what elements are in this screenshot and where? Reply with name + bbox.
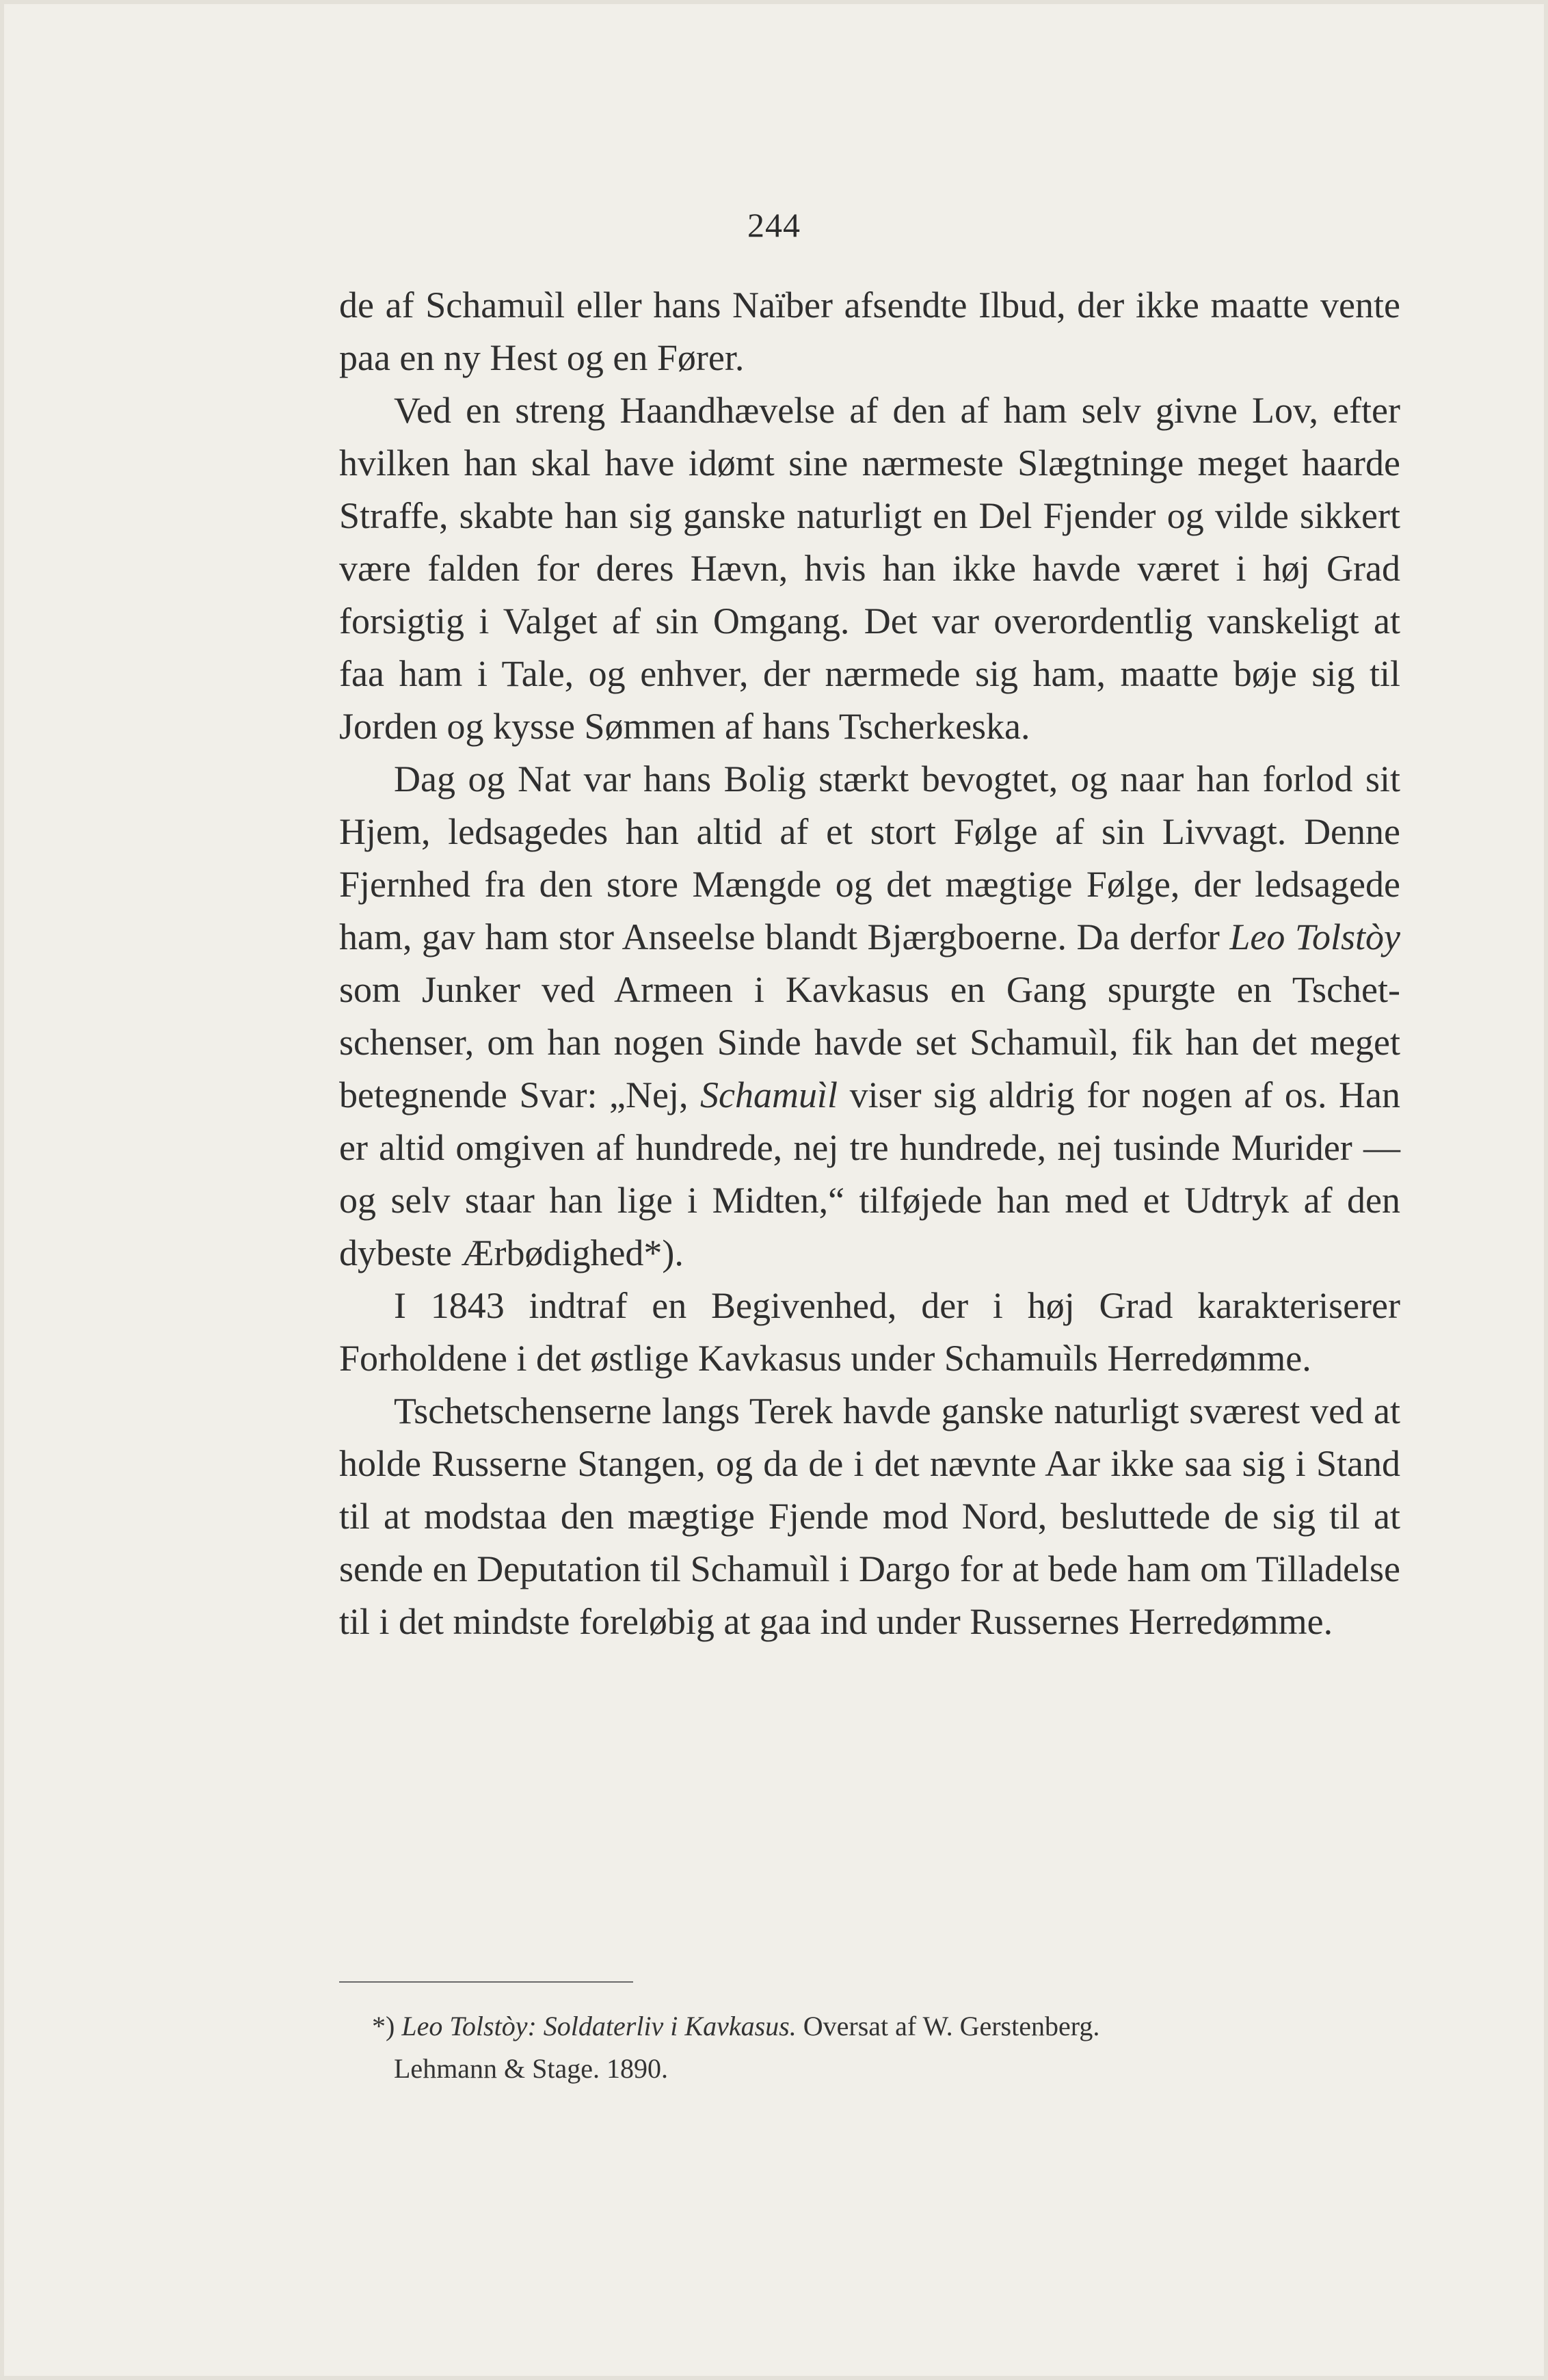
footnote-divider [339,1981,633,1983]
paragraph-3 [339,753,1400,1280]
footnote-author: Leo Tolstòy: [401,2011,537,2041]
text-span: I 1843 indtraf en Begivenhed, der i høj Grad karakteriserer Forholdene i det østlige Kavkasus under Schamuìls Herredømme. [339,1285,1400,1379]
paragraph-1 [339,279,1400,384]
footnote-translator: Oversat af W. Gerstenberg. [803,2011,1100,2041]
text-span: som Junker ved Armeen i Kavkasus en Gang spurgte en Tschetschenser, om han nogen Sinde havde set Schamuìl, fik han det meget betegnende Svar: „Nej, [339,969,1400,1115]
text-span: de af Schamuìl eller hans Naïber afsendte Ilbud, der ikke maatte vente paa en ny Hest og en Fører. [339,285,1400,378]
footnote-marker: *) [372,2011,395,2041]
italic-name-schamuil: Schamuìl [700,1074,838,1115]
italic-name-tolstoy: Leo Tolstòy [1229,916,1400,957]
footnote [339,2005,1400,2090]
paragraph-2 [339,384,1400,753]
page-number: 244 [747,206,801,244]
footnote-line-1 [339,2005,1400,2048]
footnote-line-2 [339,2048,1400,2090]
paragraph-4 [339,1280,1400,1385]
paragraph-5 [339,1385,1400,1648]
footnote-publisher: Lehmann & Stage. 1890. [394,2053,669,2084]
text-span: viser sig aldrig for nogen af os. Han er altid omgiven af hundrede, nej tre hundrede, nej tusinde Murider — og selv staar han lige i Midten,“ tilføjede han med et Udtryk af den dybeste Ærbødighed*). [339,1074,1400,1273]
text-span: Tschetschenserne langs Terek havde ganske naturligt sværest ved at holde Russerne Stangen, og da de i det nævnte Aar ikke saa sig i Stand til at modstaa den mægtige Fjende mod Nord, besluttede de sig til at sende en Deputation til Schamuìl i Dargo for at bede ham om Tilladelse til i det mindste foreløbig at gaa ind under Russernes Herredømme. [339,1390,1400,1642]
text-span: Ved en streng Haandhævelse af den af ham selv givne Lov, efter hvilken han skal have idømt sine nærmeste Slægtninge meget haarde Straffe, skabte han sig ganske naturligt en Del Fjender og vilde sikkert være falden for deres Hævn, hvis han ikke havde været i høj Grad forsigtig i Valget af sin Omgang. Det var overordentlig vanskeligt at faa ham i Tale, og enhver, der nærmede sig ham, maatte bøje sig til Jorden og kysse Sømmen af hans Tscherkeska. [339,390,1400,747]
footnote-title: Soldaterliv i Kavkasus. [543,2011,797,2041]
text-span: Dag og Nat var hans Bolig stærkt bevogtet, og naar han forlod sit Hjem, ledsagedes han altid af et stort Følge af sin Livvagt. Denne Fjernhed fra den store Mængde og det mægtige Følge, der ledsagede ham, gav ham stor Anseelse blandt Bjærgboerne. Da derfor [339,758,1400,957]
body-text [339,279,1400,1648]
